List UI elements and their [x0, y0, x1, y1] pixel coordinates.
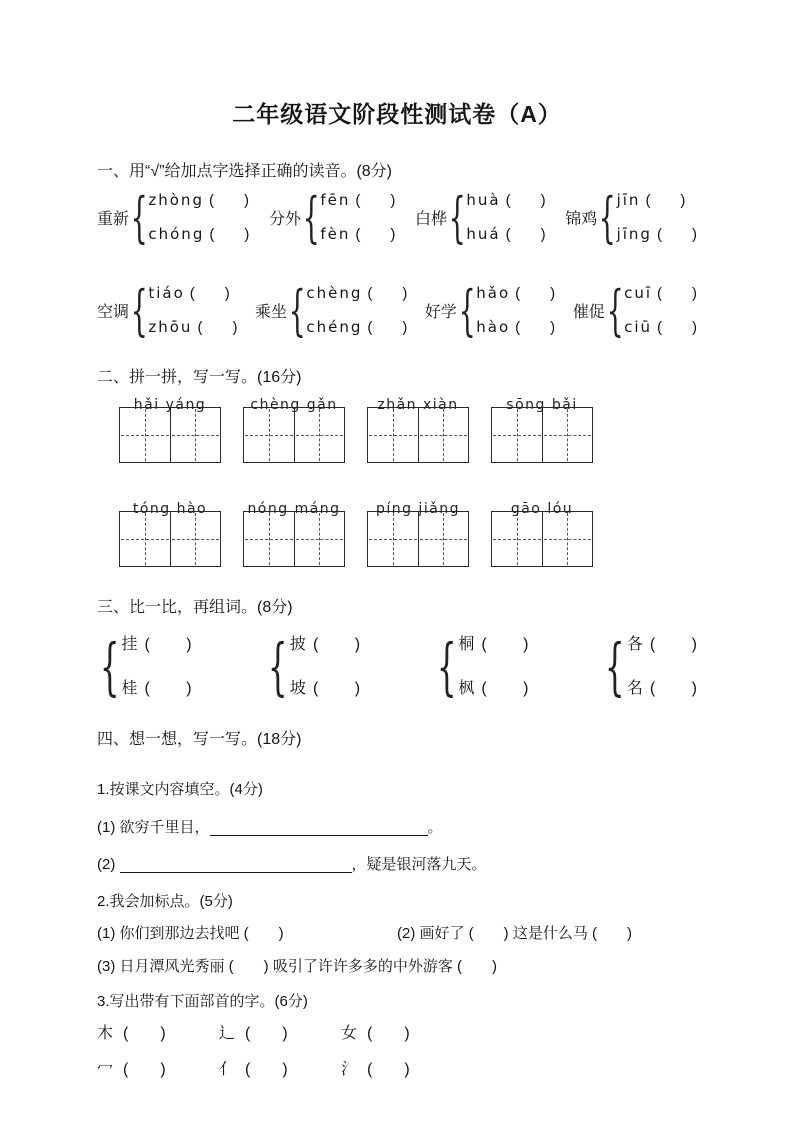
answer-parens: ( ): [245, 1025, 288, 1042]
fill-blank-line: [97, 854, 697, 875]
line-text: 。: [427, 819, 443, 836]
radical-item: [219, 1059, 341, 1081]
line-text: (2): [97, 856, 120, 873]
compare-line: [290, 679, 360, 699]
q2-heading: 2.我会加标点。(5分): [97, 893, 233, 910]
answer-parens: ( ): [481, 636, 529, 653]
line-text: ，疑是银河落九天。: [351, 856, 487, 873]
radical-label: 亻: [219, 1061, 236, 1078]
fill-blank-line: [97, 817, 697, 838]
pinyin-label: sōng bǎi: [506, 397, 578, 413]
pinyin-choice-group: [97, 278, 238, 342]
character-label: 桂: [121, 680, 138, 697]
answer-parens: ( ): [144, 680, 192, 697]
writing-cell: [120, 408, 170, 462]
writing-cell: [170, 512, 221, 566]
section-1-heading: 一、用“√”给加点字选择正确的读音。(8分): [97, 163, 392, 180]
character-label: 坡: [289, 680, 306, 697]
answer-parens: ( ): [312, 636, 361, 653]
pinyin-choice-group: [424, 278, 556, 342]
pinyin-choice-group: [565, 185, 697, 249]
left-brace: {: [606, 278, 624, 342]
compare-line: [458, 679, 528, 699]
compare-group: [434, 630, 529, 703]
answer-parens: ( ): [515, 319, 556, 336]
radical-item: [341, 1023, 463, 1045]
answer-parens: ( ): [649, 680, 697, 697]
writing-cell: [418, 408, 469, 462]
word-label: 白桦: [415, 211, 448, 228]
pinyin-label: nóng máng: [247, 501, 341, 517]
radical-item: [341, 1059, 463, 1081]
character-label: 挂: [121, 636, 138, 653]
answer-parens: ( ): [367, 285, 408, 302]
pinyin-option: tiáo ( ): [148, 284, 230, 302]
character-label: 枫: [458, 680, 475, 697]
answer-parens: ( ): [505, 192, 546, 209]
compare-group: [265, 630, 361, 703]
writing-grid: [367, 501, 469, 567]
pinyin-option: huà ( ): [466, 191, 546, 209]
pinyin-choice-group: [268, 185, 396, 249]
section-pinyin-writing: [97, 367, 697, 567]
pinyin-choice-group: [572, 278, 697, 342]
left-brace: {: [99, 630, 120, 703]
left-brace: {: [605, 630, 625, 703]
character-label: 披: [289, 636, 306, 653]
pinyin-option: ciū ( ): [624, 318, 697, 336]
section-3-heading: 三、比一比，再组词。(8分): [97, 599, 293, 616]
pinyin-option: hǎo ( ): [476, 284, 556, 302]
compare-line: [121, 635, 191, 655]
radical-label: 女: [341, 1025, 358, 1042]
pinyin-label: píng jiǎng: [375, 501, 461, 517]
left-brace: {: [130, 278, 148, 342]
left-brace: {: [302, 185, 320, 249]
answer-parens: ( ): [367, 319, 408, 336]
q1-heading: 1.按课文内容填空。(4分): [97, 781, 263, 798]
pinyin-option: jīn ( ): [616, 191, 686, 209]
left-brace: {: [448, 185, 466, 249]
character-label: 名: [626, 680, 643, 697]
compare-line: [290, 635, 360, 655]
answer-parens: ( ): [657, 319, 697, 336]
section-word-comparison: [97, 597, 697, 703]
pinyin-choice-row-2: [97, 278, 697, 342]
writing-cell: [542, 512, 593, 566]
pinyin-option: chèng ( ): [306, 284, 408, 302]
compare-line: [458, 635, 528, 655]
pinyin-option: cuī ( ): [624, 284, 697, 302]
pinyin-label: chèng gǎn: [250, 397, 338, 413]
compare-line: [121, 679, 191, 699]
writing-cell: [294, 408, 345, 462]
radical-item: [219, 1023, 341, 1045]
word-label: 乘坐: [254, 304, 287, 321]
word-label: 锦鸡: [565, 211, 598, 228]
answer-parens: ( ): [367, 1025, 410, 1042]
answer-parens: ( ): [355, 226, 396, 243]
answer-parens: ( ): [123, 1061, 166, 1078]
left-brace: {: [268, 630, 289, 703]
left-brace: {: [598, 185, 617, 249]
compare-group: [602, 630, 697, 703]
pinyin-option: zhōu ( ): [148, 318, 238, 336]
word-label: 催促: [572, 304, 605, 321]
writing-cell: [244, 408, 294, 462]
pinyin-option: jīng ( ): [616, 225, 697, 243]
section-pronunciation: [97, 161, 697, 342]
page-content: [0, 97, 793, 1081]
answer-parens: ( ): [209, 226, 250, 243]
pinyin-option: fēn ( ): [320, 191, 396, 209]
punctuation-line: [97, 956, 697, 977]
writing-cell: [294, 512, 345, 566]
compare-row: [97, 630, 697, 703]
left-brace: {: [458, 278, 476, 342]
compare-line: [627, 679, 697, 699]
radical-item: [97, 1023, 219, 1045]
writing-grid: [491, 397, 593, 463]
word-label: 分外: [268, 211, 301, 228]
writing-grid-row-1: [119, 397, 697, 463]
radical-row-1: [97, 1023, 697, 1045]
pinyin-label: zhǎn xiàn: [377, 397, 459, 413]
left-brace: {: [130, 185, 148, 249]
pinyin-choice-group: [415, 185, 546, 249]
left-brace: {: [436, 630, 457, 703]
writing-cell: [120, 512, 170, 566]
answer-parens: ( ): [645, 192, 686, 209]
answer-parens: ( ): [123, 1025, 166, 1042]
punctuation-line: [97, 923, 697, 944]
writing-cell: [368, 512, 418, 566]
pinyin-option: zhòng ( ): [148, 191, 249, 209]
pinyin-option: chóng ( ): [148, 225, 250, 243]
pinyin-label: gāo lóu: [510, 501, 574, 517]
character-label: 各: [626, 636, 643, 653]
writing-cell: [170, 408, 221, 462]
character-label: 桐: [458, 636, 475, 653]
pinyin-choice-row-1: [97, 185, 697, 249]
writing-grid: [243, 501, 345, 567]
writing-cell: [418, 512, 469, 566]
punctuation-item: (3) 日月潭风光秀丽 ( ) 吸引了许许多多的中外游客 ( ): [97, 958, 497, 975]
answer-parens: ( ): [481, 680, 529, 697]
radical-row-2: [97, 1059, 697, 1081]
answer-parens: ( ): [505, 226, 546, 243]
pinyin-option: fèn ( ): [320, 225, 396, 243]
answer-underline: [120, 858, 352, 873]
answer-parens: ( ): [208, 192, 249, 209]
left-brace: {: [288, 278, 306, 342]
radical-label: 木: [97, 1025, 114, 1042]
radical-item: [97, 1059, 219, 1081]
punctuation-item: (2) 画好了 ( ) 这是什么马 ( ): [397, 925, 632, 942]
radical-label: 辶: [219, 1025, 236, 1042]
word-label: 好学: [424, 304, 457, 321]
answer-parens: ( ): [197, 319, 238, 336]
word-label: 重新: [97, 211, 130, 228]
pinyin-label: tóng hào: [132, 501, 208, 517]
writing-grid: [119, 397, 221, 463]
writing-cell: [492, 408, 542, 462]
q3-heading: 3.写出带有下面部首的字。(6分): [97, 993, 308, 1010]
writing-cell: [542, 408, 593, 462]
answer-parens: ( ): [515, 285, 556, 302]
answer-parens: ( ): [312, 680, 361, 697]
answer-parens: ( ): [355, 192, 396, 209]
word-label: 空调: [97, 304, 130, 321]
writing-grid: [119, 501, 221, 567]
writing-grid: [367, 397, 469, 463]
section-4-heading: 四、想一想，写一写。(18分): [97, 731, 302, 748]
answer-parens: ( ): [367, 1061, 410, 1078]
page-title: 二年级语文阶段性测试卷（A）: [232, 101, 562, 127]
pinyin-option: hào ( ): [476, 318, 556, 336]
answer-underline: [210, 821, 428, 836]
writing-grid-row-2: [119, 501, 697, 567]
answer-parens: ( ): [245, 1061, 288, 1078]
pinyin-option: chéng ( ): [306, 318, 408, 336]
compare-line: [627, 635, 697, 655]
pinyin-choice-group: [254, 278, 408, 342]
compare-group: [97, 630, 192, 703]
answer-parens: ( ): [657, 285, 697, 302]
section-think-write: [97, 729, 697, 1081]
punctuation-item: (1) 你们到那边去找吧 ( ): [97, 925, 284, 942]
pinyin-label: hǎi yáng: [133, 397, 207, 413]
radical-label: 氵: [341, 1061, 358, 1078]
writing-grid: [491, 501, 593, 567]
answer-parens: ( ): [656, 226, 697, 243]
writing-cell: [244, 512, 294, 566]
answer-parens: ( ): [649, 636, 697, 653]
answer-parens: ( ): [189, 285, 230, 302]
pinyin-option: huá ( ): [466, 225, 546, 243]
section-2-heading: 二、拼一拼，写一写。(16分): [97, 369, 302, 386]
writing-cell: [368, 408, 418, 462]
answer-parens: ( ): [144, 636, 192, 653]
line-text: (1) 欲穷千里目，: [97, 819, 210, 836]
writing-grid: [243, 397, 345, 463]
pinyin-choice-group: [97, 185, 250, 249]
radical-label: 冖: [97, 1061, 114, 1078]
writing-cell: [492, 512, 542, 566]
